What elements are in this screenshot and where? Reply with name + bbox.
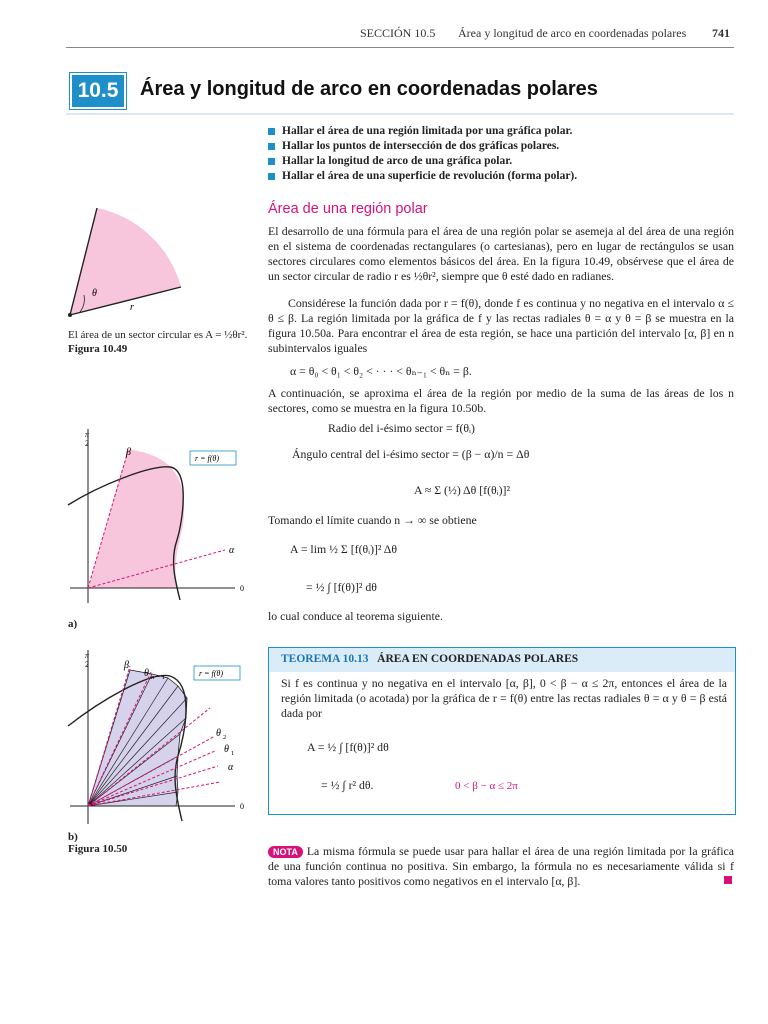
rf-label: r = f(θ) [199,669,223,678]
theta-n1-label: θ [144,668,149,679]
limit-equation-2: = ½ ∫ [f(θ)]² dθ [306,580,377,594]
paragraph-text: Considérese la función dada por r = f(θ), donde f es continua y no negativa en el intervalo α ≤ θ ≤ β. La región limitada por la gráfica de f y las rectas radiales θ = α y θ = β se muestra en la figura 10.50a. Para encontrar el área de esta región, se hace una partición del intervalo [α, β] en n subintervalos iguales [268,296,734,355]
pi-half-denominator: 2 [85,439,89,448]
title-rule [66,113,734,115]
partition-equation: α = θ₀ < θ₁ < θ₂ < · · · < θₙ₋₁ < θₙ = β. [290,364,472,378]
figure-10-49-sector [60,200,190,325]
theorem-label: TEOREMA 10.13 [281,653,369,665]
paragraph-text: Tomando el límite cuando n → ∞ se obtiene [268,513,477,527]
limit-equation-1: A = lim ½ Σ [f(θᵢ)]² Δθ [290,542,398,556]
figure-10-50a [60,425,260,625]
sector-fill [70,208,181,315]
paragraph-4 [268,513,734,528]
radius-equation: Radio del i-ésimo sector = f(θᵢ) [328,421,475,435]
theta1-label: θ [224,744,229,755]
figure-10-50b [60,646,260,846]
theorem-equation-2: = ½ ∫ r² dθ. [321,778,374,792]
rf-label: r = f(θ) [195,454,219,463]
paragraph-1 [268,224,734,284]
fig50a-tag: a) [68,618,78,630]
paragraph-3 [268,386,734,416]
header-section: SECCIÓN 10.5 [360,26,436,40]
theorem-equation-1: A = ½ ∫ [f(θ)]² dθ [307,740,389,754]
fig49-r-label: r [130,302,134,313]
note [268,844,734,889]
paragraph-text: El desarrollo de una fórmula para el área de una región polar se asemeja al del área de una región en el sistema de coordenadas rectangulares (o cartesianas), pero en lugar de rectángulos se usan sectores circulares como elementos básicos del área. En la figura 10.49, obsérvese que el área de un sector circular de radio r es ½θr², siempre que θ esté dado en radianes. [268,224,734,283]
central-angle-equation: Ángulo central del i-ésimo sector = (β − α)/n = Δθ [292,447,530,461]
subheading: Área de una región polar [268,201,428,217]
note-text: La misma fórmula se puede usar para hallar el área de una región limitada por la gráfica de una función continua no positiva. Sin embargo, la fórmula no es necesariamente válida si f toma valores tanto positivos como negativos en el intervalo [α, β]. [268,844,734,888]
zero-label: 0 [240,802,244,811]
theta2-subscript: 2 [223,734,227,741]
pi-half-numerator: π [85,430,90,439]
theta-n1-subscript: n − 1 [151,674,166,681]
theorem-box [268,647,736,815]
section-number-badge: 10.5 [70,73,126,109]
zero-label: 0 [240,584,244,593]
paragraph-2 [268,296,734,356]
sector-center [68,313,72,317]
objective-item: Hallar el área de una superficie de revolución (forma polar). [268,169,738,184]
note-badge: NOTA [268,846,303,858]
region-fill [88,449,184,588]
theorem-text: Si f es continua y no negativa en el intervalo [α, β], 0 < β − α ≤ 2π, entonces el área de la región limitada (o acotada) por la gráfica de r = f(θ) entre las rectas radiales θ = α y θ = β está dada por [281,676,727,720]
objective-item: Hallar el área de una región limitada por una gráfica polar. [268,124,738,139]
fig49-theta-label: θ [92,288,97,299]
objective-item: Hallar la longitud de arco de una gráfica polar. [268,154,738,169]
theorem-condition: 0 < β − α ≤ 2π [455,780,518,792]
paragraph-5 [268,609,734,624]
area-approximation-equation: A ≈ Σ (½) Δθ [f(θᵢ)]² [414,483,511,497]
theorem-name: ÁREA EN COORDENADAS POLARES [377,653,579,665]
objectives-list [268,124,738,184]
fig49-label: Figura 10.49 [68,343,128,355]
fig49-caption: El área de un sector circular es A = ½θr². [68,329,248,341]
pi-half-denominator: 2 [85,660,89,669]
note-text-wrap [268,844,734,889]
beta-label: β [126,447,131,458]
fig50b-tag: b) [68,831,78,843]
objective-item: Hallar los puntos de intersección de dos gráficas polares. [268,139,738,154]
theta1-subscript: 1 [231,750,235,757]
header-running-title: Área y longitud de arco en coordenadas polares [458,26,687,40]
pi-half-numerator: π [85,651,90,660]
paragraph-text: A continuación, se aproxima el área de la región por medio de la suma de las áreas de los n sectores, como se muestra en la figura 10.50b. [268,386,734,415]
header-rule [66,47,734,48]
alpha-label: α [229,545,235,556]
fig50-label: Figura 10.50 [68,843,128,855]
page-number: 741 [712,26,730,40]
beta-label: β [124,660,129,671]
alpha-label: α [228,762,234,773]
end-mark [724,876,732,884]
sectors-fill [88,670,187,806]
paragraph-text: lo cual conduce al teorema siguiente. [268,609,443,623]
theta2-label: θ [216,728,221,739]
section-title: Área y longitud de arco en coordenadas polares [140,78,598,100]
theorem-header [269,648,735,672]
